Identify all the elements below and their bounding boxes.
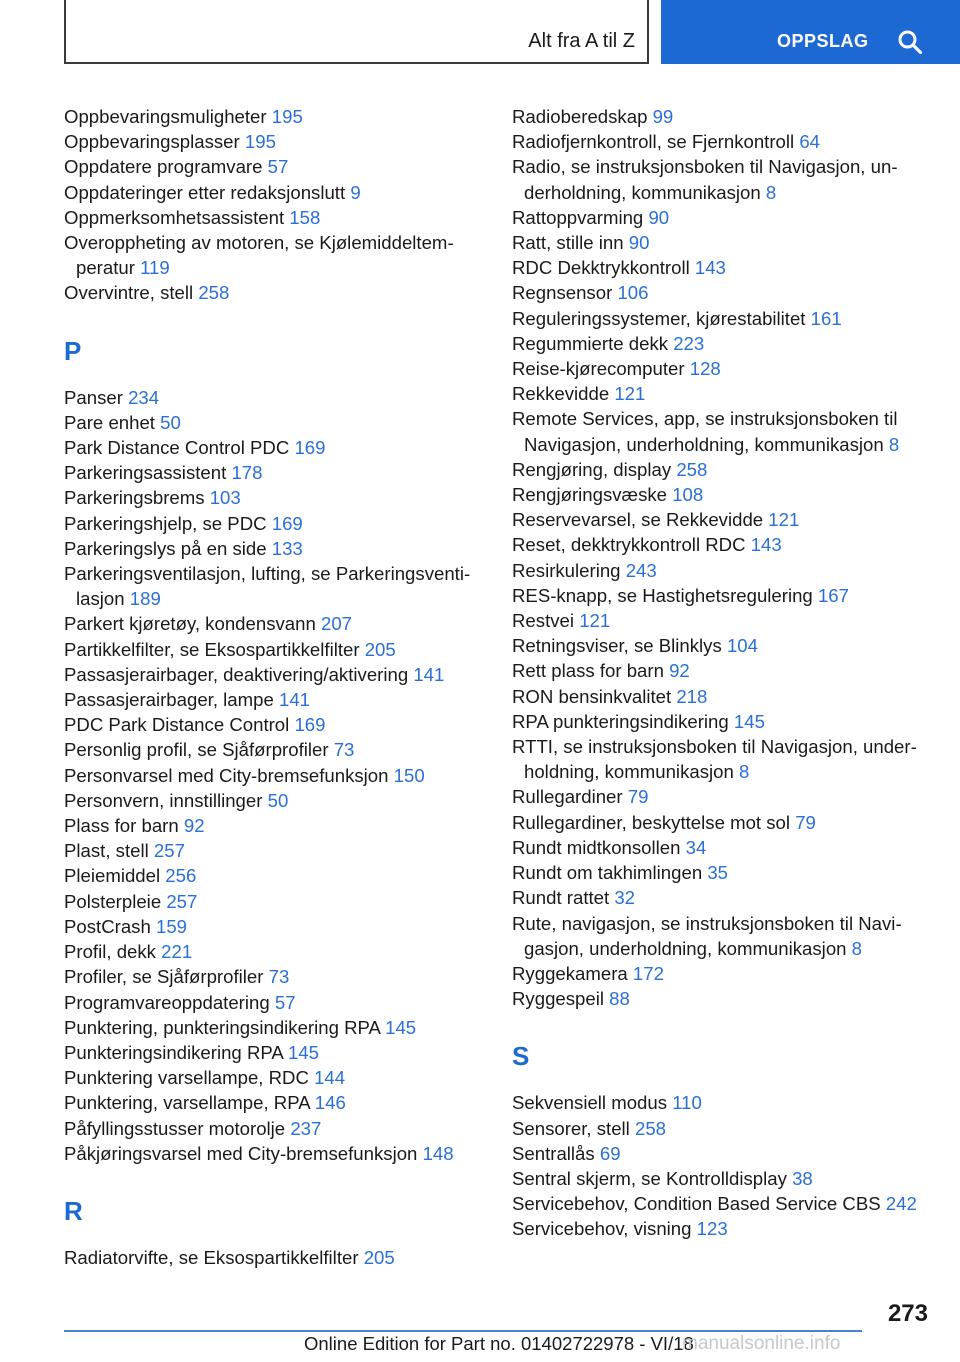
index-entry-text: Sekvensiell modus [512, 1092, 668, 1114]
page-reference-link[interactable]: 88 [609, 988, 630, 1010]
index-entry-text: Ratt, stille inn [512, 232, 624, 254]
index-entry [512, 255, 937, 280]
index-entry-text: Rundt midtkonsollen [512, 836, 681, 858]
index-entry-text: PDC Park Distance Control [64, 714, 290, 736]
index-entry [64, 863, 484, 888]
page-reference-link[interactable]: 169 [294, 437, 326, 459]
index-entry-text: Punktering, punkteringsindikering RPA [64, 1016, 380, 1038]
page-reference-link[interactable]: 258 [676, 458, 708, 480]
index-letter-heading: P [64, 335, 82, 366]
index-entry-text: Profil, dekk [64, 941, 156, 963]
index-entry [64, 1141, 484, 1166]
index-entry-text: RPA punkteringsindikering [512, 710, 729, 732]
page-reference-link[interactable]: 38 [792, 1167, 813, 1189]
index-entry [512, 406, 937, 456]
index-entry [512, 1166, 937, 1191]
index-entry [512, 734, 937, 784]
index-entry-text: Plass for barn [64, 815, 179, 837]
page-reference-link[interactable]: 167 [817, 584, 849, 606]
index-entry-text: Personvarsel med City-bremsefunksjon [64, 764, 389, 786]
index-entry-text: Retningsviser, se Blinklys [512, 635, 722, 657]
page-reference-link[interactable]: 32 [614, 887, 636, 909]
index-entry [512, 784, 937, 809]
index-entry-text: Ryggekamera [512, 962, 628, 984]
index-entry-text: Rattoppvarming [512, 206, 644, 228]
index-entry [64, 914, 484, 939]
page-reference-link[interactable]: 133 [271, 537, 303, 559]
index-entry [64, 637, 484, 662]
page-reference-link[interactable]: 90 [628, 232, 650, 254]
page-reference-link[interactable]: 8 [765, 181, 777, 203]
index-entry [512, 558, 937, 583]
index-entry [64, 104, 484, 129]
index-entry [512, 381, 937, 406]
index-entry-text: Punktering varsellampe, RDC [64, 1067, 309, 1089]
index-entry-text: Påfyllingsstusser motorolje [64, 1117, 286, 1139]
index-entry-text: Parkert kjøretøy, kondensvann [64, 613, 316, 635]
index-entry-text: Regummierte dekk [512, 332, 669, 354]
index-entry-text: Programvareoppdatering [64, 991, 270, 1013]
index-entry-text: Rett plass for barn [512, 660, 664, 682]
index-entry-text: Pleiemiddel [64, 865, 161, 887]
index-entry [512, 658, 937, 683]
index-entry [64, 410, 484, 435]
index-entry-text: Sentral skjerm, se Kontrolldisplay [512, 1167, 787, 1189]
index-entry [64, 1090, 484, 1115]
page-reference-link[interactable]: 34 [685, 836, 707, 858]
index-entry-text: Regnsensor [512, 282, 613, 304]
page-reference-link[interactable]: 8 [851, 937, 863, 959]
index-entry-text: Restvei [512, 610, 575, 632]
page-reference-link[interactable]: 69 [599, 1142, 621, 1164]
watermark-text: manualsonline.info [682, 1333, 841, 1354]
index-entry-text: Parkeringsassistent [64, 462, 227, 484]
page-reference-link[interactable]: 169 [294, 714, 326, 736]
index-entry-text: Radio, se instruksjonsboken til Navigasjon, underholdning, kommunikasjon [512, 156, 898, 203]
index-entry [64, 1065, 484, 1090]
index-entry-text: Park Distance Control PDC [64, 437, 290, 459]
page-reference-link[interactable]: 103 [209, 487, 241, 509]
index-entry [512, 961, 937, 986]
index-entry [64, 763, 484, 788]
page-reference-link[interactable]: 35 [707, 862, 729, 884]
page-reference-link[interactable]: 189 [129, 588, 161, 610]
index-column-left [64, 104, 484, 1270]
page-reference-link[interactable]: 258 [198, 282, 230, 304]
index-entry-text: Parkeringsbrems [64, 487, 205, 509]
index-entry [512, 911, 937, 961]
index-entry-text: Parkeringshjelp, se PDC [64, 512, 267, 534]
index-entry-text: Punktering, varsellampe, RPA [64, 1092, 310, 1114]
lookup-tab[interactable] [661, 0, 960, 64]
index-entry [64, 511, 484, 536]
page-reference-link[interactable]: 258 [635, 1117, 667, 1139]
page-reference-link[interactable]: 121 [768, 509, 800, 531]
index-letter-heading: R [64, 1195, 83, 1226]
index-entry-text: Panser [64, 386, 123, 408]
page-reference-link[interactable]: 121 [614, 383, 646, 405]
page-reference-link[interactable]: 79 [795, 811, 816, 833]
page-reference-link[interactable]: 178 [231, 462, 263, 484]
index-entry-text: Påkjøringsvarsel med City-bremsefunksjon [64, 1142, 418, 1164]
page-reference-link[interactable]: 148 [422, 1142, 454, 1164]
index-entry-text: Sensorer, stell [512, 1117, 630, 1139]
index-entry-text: Reset, dekktrykkontroll RDC [512, 534, 746, 556]
index-entry-text: Profiler, se Sjåførprofiler [64, 966, 264, 988]
index-entry [512, 280, 937, 305]
index-entry-text: Ryggespeil [512, 988, 604, 1010]
page-reference-link[interactable]: 150 [393, 764, 425, 786]
page-reference-link[interactable]: 218 [676, 685, 708, 707]
index-entry [512, 583, 937, 608]
index-entry [64, 460, 484, 485]
index-entry [64, 788, 484, 813]
index-entry-text: Sentrallås [512, 1142, 595, 1164]
index-entry [64, 280, 484, 305]
index-entry-text: RON bensinkvalitet [512, 685, 672, 707]
index-entry-text: Oppdatere programvare [64, 156, 263, 178]
index-entry [512, 532, 937, 557]
section-title: Alt fra A til Z [528, 30, 635, 52]
index-entry-text: Overvintre, stell [64, 282, 194, 304]
page-reference-link[interactable]: 104 [726, 635, 758, 657]
page-reference-link[interactable]: 64 [799, 131, 820, 153]
header-section-tab [64, 0, 649, 64]
page-number: 273 [887, 1300, 928, 1327]
page-reference-link[interactable]: 141 [413, 663, 445, 685]
index-entry [64, 1245, 484, 1270]
index-entry [512, 986, 937, 1011]
footer-divider [64, 1330, 862, 1332]
index-entry-text: Punkteringsindikering RPA [64, 1041, 283, 1063]
index-entry-text: Rundt rattet [512, 887, 610, 909]
index-entry-text: Passasjerairbager, deaktivering/aktivering [64, 663, 409, 685]
index-entry [512, 860, 937, 885]
page-reference-link[interactable]: 8 [739, 761, 750, 783]
index-entry [512, 507, 937, 532]
page-reference-link[interactable]: 143 [750, 534, 782, 556]
edition-text: Online Edition for Part no. 01402722978 - VI/18 [304, 1333, 694, 1354]
page-reference-link[interactable]: 121 [579, 610, 611, 632]
index-entry [512, 482, 937, 507]
index-entry [512, 1141, 937, 1166]
index-entry [64, 990, 484, 1015]
page-reference-link[interactable]: 256 [165, 865, 197, 887]
page-reference-link[interactable]: 169 [271, 512, 303, 534]
page-reference-link[interactable]: 144 [314, 1067, 346, 1089]
index-entry [64, 205, 484, 230]
page-reference-link[interactable]: 145 [287, 1041, 319, 1063]
index-entry-text: Personlig profil, se Sjåførprofiler [64, 739, 329, 761]
index-entry [64, 561, 484, 611]
index-entry [64, 230, 484, 280]
index-letter-heading: S [512, 1041, 530, 1072]
index-entry [512, 1191, 937, 1216]
page-reference-link[interactable]: 145 [385, 1016, 417, 1038]
index-entry-text: Oppbevaringsplasser [64, 131, 240, 153]
index-entry-text: Parkeringsventilasjon, lufting, se Parkeringsventilasjon [64, 563, 471, 610]
index-entry [64, 129, 484, 154]
page-reference-link[interactable]: 99 [652, 106, 674, 127]
index-entry-text: Servicebehov, visning [512, 1218, 692, 1240]
page-reference-link[interactable]: 242 [885, 1193, 917, 1215]
index-entry [512, 1090, 937, 1115]
page-reference-link[interactable]: 92 [183, 815, 205, 837]
page-reference-link[interactable]: 172 [632, 962, 664, 984]
page-reference-link[interactable]: 9 [350, 181, 361, 203]
index-entry [64, 964, 484, 989]
index-entry-text: Overoppheting av motoren, se Kjølemiddeltemperatur [64, 232, 454, 279]
index-entry-text: Radiofjernkontroll, se Fjernkontroll [512, 131, 795, 153]
page-reference-link[interactable]: 161 [810, 307, 842, 329]
index-entry-text: Rekkevidde [512, 383, 610, 405]
index-entry [512, 633, 937, 658]
page-reference-link[interactable]: 158 [289, 206, 321, 228]
page-reference-link[interactable]: 205 [364, 638, 396, 660]
index-entry-text: Rullegardiner, beskyttelse mot sol [512, 811, 791, 833]
index-entry [512, 457, 937, 482]
index-entry [64, 838, 484, 863]
index-entry [64, 536, 484, 561]
index-entry [512, 104, 937, 129]
index-entry [64, 154, 484, 179]
index-entry-text: Rute, navigasjon, se instruksjonsboken til Navigasjon, underholdning, kommunikasjon [512, 912, 902, 959]
page-reference-link[interactable]: 223 [673, 332, 705, 354]
page-reference-link[interactable]: 50 [267, 789, 289, 811]
index-entry-text: Rengjøringsvæske [512, 484, 668, 506]
index-entry [64, 385, 484, 410]
index-entry [512, 230, 937, 255]
index-entry-text: Plast, stell [64, 840, 149, 862]
index-entry [64, 712, 484, 737]
page-reference-link[interactable]: 90 [648, 206, 670, 228]
index-entry-text: Parkeringslys på en side [64, 537, 267, 559]
page-reference-link[interactable]: 73 [268, 966, 290, 988]
index-entry [64, 1116, 484, 1141]
index-entry [512, 306, 937, 331]
page-reference-link[interactable]: 159 [155, 915, 188, 937]
index-entry [64, 662, 484, 687]
page-reference-link[interactable]: 207 [320, 613, 353, 635]
index-entry [512, 154, 937, 204]
index-entry [512, 356, 937, 381]
index-entry [512, 684, 937, 709]
index-entry-text: Pare enhet [64, 411, 155, 433]
index-entry-text: Resirkulering [512, 559, 621, 581]
page-reference-link[interactable]: 119 [140, 257, 170, 279]
index-entry [512, 608, 937, 633]
page-reference-link[interactable]: 221 [161, 941, 193, 963]
page-reference-link[interactable]: 234 [128, 386, 160, 408]
index-entry-text: Partikkelfilter, se Eksospartikkelfilter [64, 638, 360, 660]
page-reference-link[interactable]: 205 [363, 1246, 395, 1268]
lookup-tab-label: OPPSLAG [777, 31, 869, 51]
page-reference-link[interactable]: 257 [166, 890, 198, 912]
index-entry-text: Reservevarsel, se Rekkevidde [512, 509, 764, 531]
page-reference-link[interactable]: 146 [314, 1092, 346, 1114]
index-entry [64, 687, 484, 712]
page-reference-link[interactable]: 143 [694, 257, 726, 279]
index-entry-text: RDC Dekktrykkontroll [512, 257, 690, 279]
page-reference-link[interactable]: 110 [672, 1092, 702, 1114]
index-entry [512, 129, 937, 154]
index-entry-text: Rengjøring, display [512, 458, 672, 480]
page-reference-link[interactable]: 73 [333, 739, 355, 761]
page-reference-link[interactable]: 141 [278, 689, 311, 711]
index-entry [64, 1015, 484, 1040]
page-reference-link[interactable]: 106 [617, 282, 649, 304]
index-entry-text: RES-knapp, se Hastighetsregulering [512, 584, 813, 606]
page-reference-link[interactable]: 57 [267, 156, 289, 178]
page-reference-link[interactable]: 237 [290, 1117, 322, 1139]
index-entry [64, 180, 484, 205]
page-reference-link[interactable]: 123 [696, 1218, 728, 1240]
index-entry [512, 835, 937, 860]
page-reference-link[interactable]: 145 [733, 710, 765, 732]
page-reference-link[interactable]: 79 [627, 786, 649, 808]
index-entry-text: PostCrash [64, 915, 151, 937]
index-entry [512, 885, 937, 910]
index-entry-text: Passasjerairbager, lampe [64, 689, 274, 711]
index-entry-text: Radiatorvifte, se Eksospartikkelfilter [64, 1246, 359, 1268]
index-entry-text: Oppbevaringsmuligheter [64, 106, 267, 127]
index-entry-text: Radioberedskap [512, 106, 648, 127]
index-entry [64, 1040, 484, 1065]
index-entry [64, 485, 484, 510]
index-entry-text: Remote Services, app, se instruksjonsboken til Navigasjon, underholdning, kommunikasjon [512, 408, 898, 455]
page-reference-link[interactable]: 57 [274, 991, 296, 1013]
page-reference-link[interactable]: 195 [244, 131, 276, 153]
index-entry-text: Polsterpleie [64, 890, 162, 912]
index-entry-text: RTTI, se instruksjonsboken til Navigasjon, underholdning, kommunikasjon [512, 736, 917, 783]
index-entry [512, 1216, 937, 1241]
index-entry [64, 889, 484, 914]
index-entry-text: Servicebehov, Condition Based Service CBS [512, 1193, 881, 1215]
page-reference-link[interactable]: 128 [689, 358, 721, 380]
index-entry-text: Personvern, innstillinger [64, 789, 263, 811]
index-entry-text: Rullegardiner [512, 786, 623, 808]
page-reference-link[interactable]: 108 [672, 484, 704, 506]
index-entry-text: Rundt om takhimlingen [512, 862, 703, 884]
index-entry-text: Oppdateringer etter redaksjonslutt [64, 181, 346, 203]
page-reference-link[interactable]: 92 [669, 660, 690, 682]
index-entry [64, 737, 484, 762]
index-entry-text: Oppmerksomhetsassistent [64, 206, 285, 228]
index-entry [64, 435, 484, 460]
page-reference-link[interactable]: 243 [625, 559, 657, 581]
index-entry [64, 939, 484, 964]
index-entry [512, 331, 937, 356]
index-column-right [512, 104, 937, 1242]
page-reference-link[interactable]: 8 [888, 433, 900, 455]
index-entry-text: Reguleringssystemer, kjørestabilitet [512, 307, 806, 329]
page-reference-link[interactable]: 195 [271, 106, 303, 127]
index-entry [512, 709, 937, 734]
index-entry [512, 810, 937, 835]
index-entry [64, 611, 484, 636]
index-entry [512, 205, 937, 230]
search-icon[interactable] [897, 29, 923, 55]
index-entry [512, 1116, 937, 1141]
index-entry [64, 813, 484, 838]
page-reference-link[interactable]: 50 [160, 411, 181, 433]
index-entry-text: Reise-kjørecomputer [512, 358, 685, 380]
page-reference-link[interactable]: 257 [153, 840, 185, 862]
